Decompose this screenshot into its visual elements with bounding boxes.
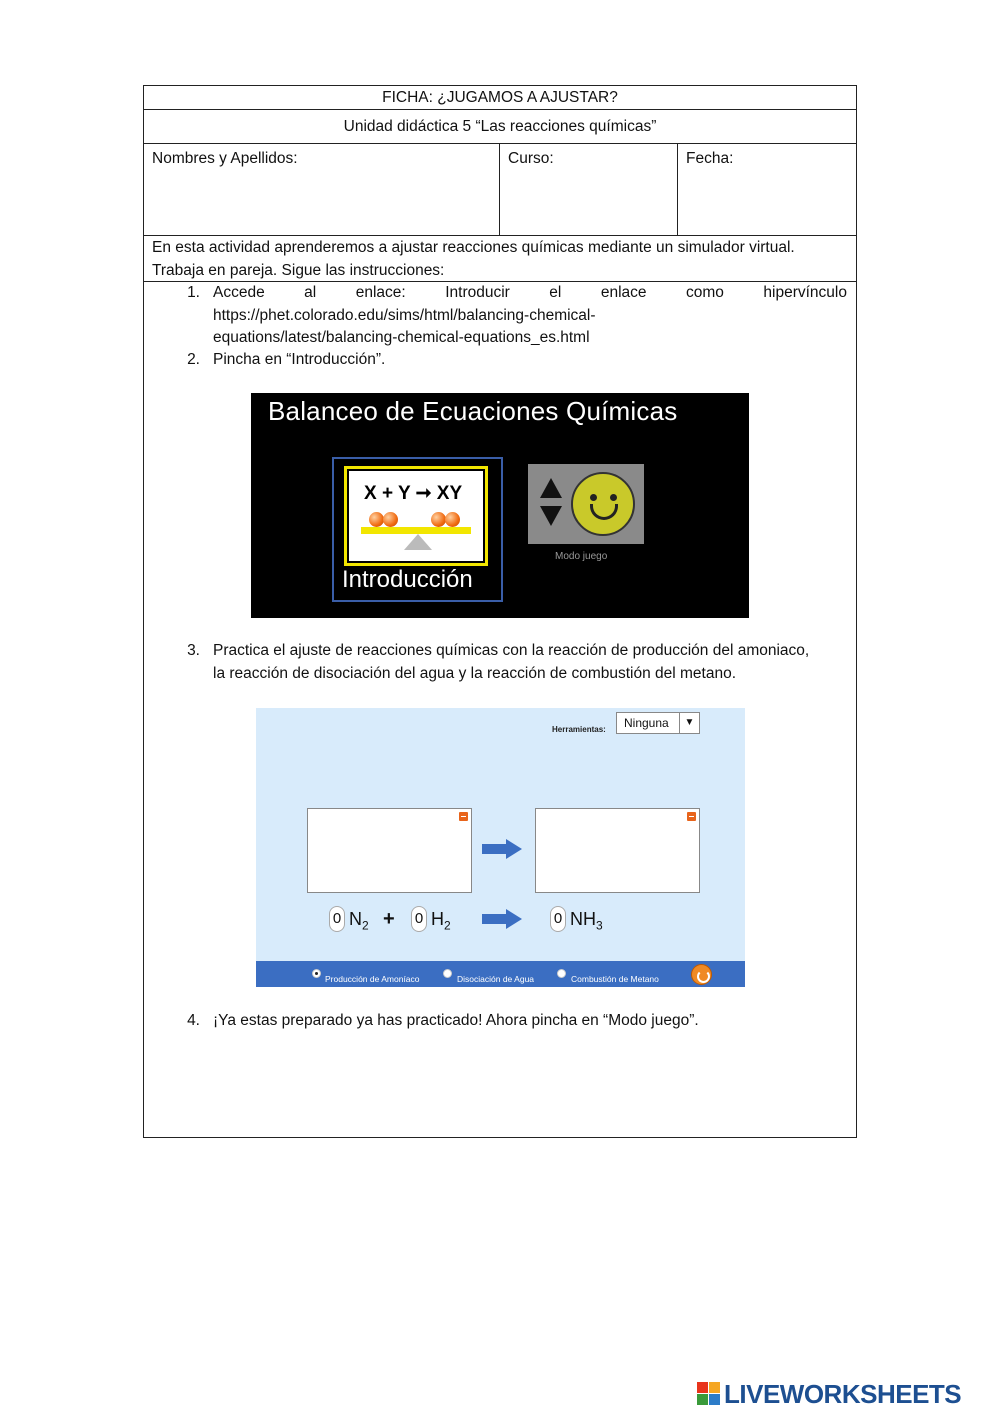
reset-icon[interactable]: [691, 964, 712, 985]
step-number: 3.: [187, 642, 200, 659]
step-3-line-2: la reacción de disociación del agua y la reacción de combustión del metano.: [213, 664, 737, 682]
formula-nh3: $NH_3$: [570, 909, 603, 933]
radio-metano[interactable]: [557, 969, 566, 978]
intro-mode-label: Introducción: [342, 566, 473, 593]
worksheet-table: [143, 85, 857, 1138]
date-field[interactable]: [678, 144, 856, 235]
course-field[interactable]: [500, 144, 678, 235]
tools-dropdown-value: Ninguna: [624, 716, 669, 730]
balance-beam-icon: [361, 527, 471, 534]
intro-mode-button[interactable]: [332, 457, 503, 602]
intro-equation: X + Y ➞ XY: [364, 483, 463, 504]
atom-ball-icon: [383, 512, 398, 527]
equation-arrow-icon: [482, 909, 524, 929]
step-number: 1.: [187, 284, 200, 301]
radio-agua[interactable]: [443, 969, 452, 978]
fulcrum-icon: [404, 534, 432, 550]
student-info-row: [144, 144, 856, 236]
plus-sign: +: [383, 908, 395, 930]
step-1-line-1: Accede al enlace: Introducir el enlace como hipervínculo: [213, 284, 847, 301]
unit-title: Unidad didáctica 5 “Las reacciones químicas”: [144, 110, 856, 144]
step-number: 4.: [187, 1012, 200, 1029]
coefficient-spinner-nh3[interactable]: 0: [550, 906, 566, 932]
smiley-face-icon: [571, 472, 635, 536]
atom-ball-icon: [431, 512, 446, 527]
step-number: 2.: [187, 351, 200, 368]
atom-ball-icon: [369, 512, 384, 527]
tools-dropdown[interactable]: [616, 712, 700, 734]
tools-label: Herramientas:: [552, 725, 606, 734]
name-label: Nombres y Apellidos:: [152, 150, 298, 167]
step-1-link-line-1[interactable]: https://phet.colorado.edu/sims/html/balancing-chemical-: [213, 306, 596, 324]
coefficient-spinner-n2[interactable]: 0: [329, 906, 345, 932]
phet-simulator-screenshot: [256, 708, 745, 987]
step-3-line-1: Practica el ajuste de reacciones químicas con la reacción de producción del amoniaco,: [213, 642, 810, 659]
minimize-icon[interactable]: [687, 812, 696, 821]
phet-menu-title: Balanceo de Ecuaciones Químicas: [268, 396, 678, 426]
intro-line-1: En esta actividad aprenderemos a ajustar reacciones químicas mediante un simulador virtual.: [152, 239, 795, 256]
course-label: Curso:: [508, 150, 554, 167]
coefficient-spinner-h2[interactable]: 0: [411, 906, 427, 932]
step-1-link-line-2[interactable]: equations/latest/balancing-chemical-equations_es.html: [213, 329, 590, 346]
intro-line-2: Trabaja en pareja. Sigue las instrucciones:: [152, 262, 445, 279]
liveworksheets-logo-text: LIVEWORKSHEETS: [724, 1378, 962, 1409]
radio-label-metano: Combustión de Metano: [571, 974, 659, 984]
phet-menu-screenshot: [251, 393, 749, 618]
game-mode-button[interactable]: [528, 464, 644, 544]
liveworksheets-logo: [697, 1378, 961, 1410]
products-box: [535, 808, 700, 893]
radio-label-agua: Disociación de Agua: [457, 974, 535, 984]
date-label: Fecha:: [686, 150, 734, 167]
dropdown-caret-icon: ▼: [679, 713, 699, 733]
intro-mode-card: [344, 466, 488, 566]
instructions-area: [144, 282, 856, 1137]
reactants-box: [307, 808, 472, 893]
formula-n2: $N_2$: [349, 909, 369, 933]
intro-text: [144, 236, 856, 282]
name-field[interactable]: [144, 144, 500, 235]
worksheet-title: FICHA: ¿JUGAMOS A AJUSTAR?: [144, 86, 856, 110]
arrow-down-icon: [540, 506, 562, 526]
formula-h2: $H_2$: [431, 909, 451, 933]
minimize-icon[interactable]: [459, 812, 468, 821]
atom-ball-icon: [445, 512, 460, 527]
arrow-up-icon: [540, 478, 562, 498]
game-mode-label: Modo juego: [555, 551, 608, 562]
step-4-text: ¡Ya estas preparado ya has practicado! Ahora pincha en “Modo juego”.: [213, 1012, 699, 1029]
radio-label-amoniaco: Producción de Amoníaco: [325, 974, 420, 984]
reaction-selector-bar: [256, 961, 745, 987]
liveworksheets-logo-icon: [697, 1382, 721, 1406]
reaction-arrow-icon: [482, 839, 524, 859]
step-2-text: Pincha en “Introducción”.: [213, 351, 386, 368]
radio-amoniaco[interactable]: [312, 969, 321, 978]
